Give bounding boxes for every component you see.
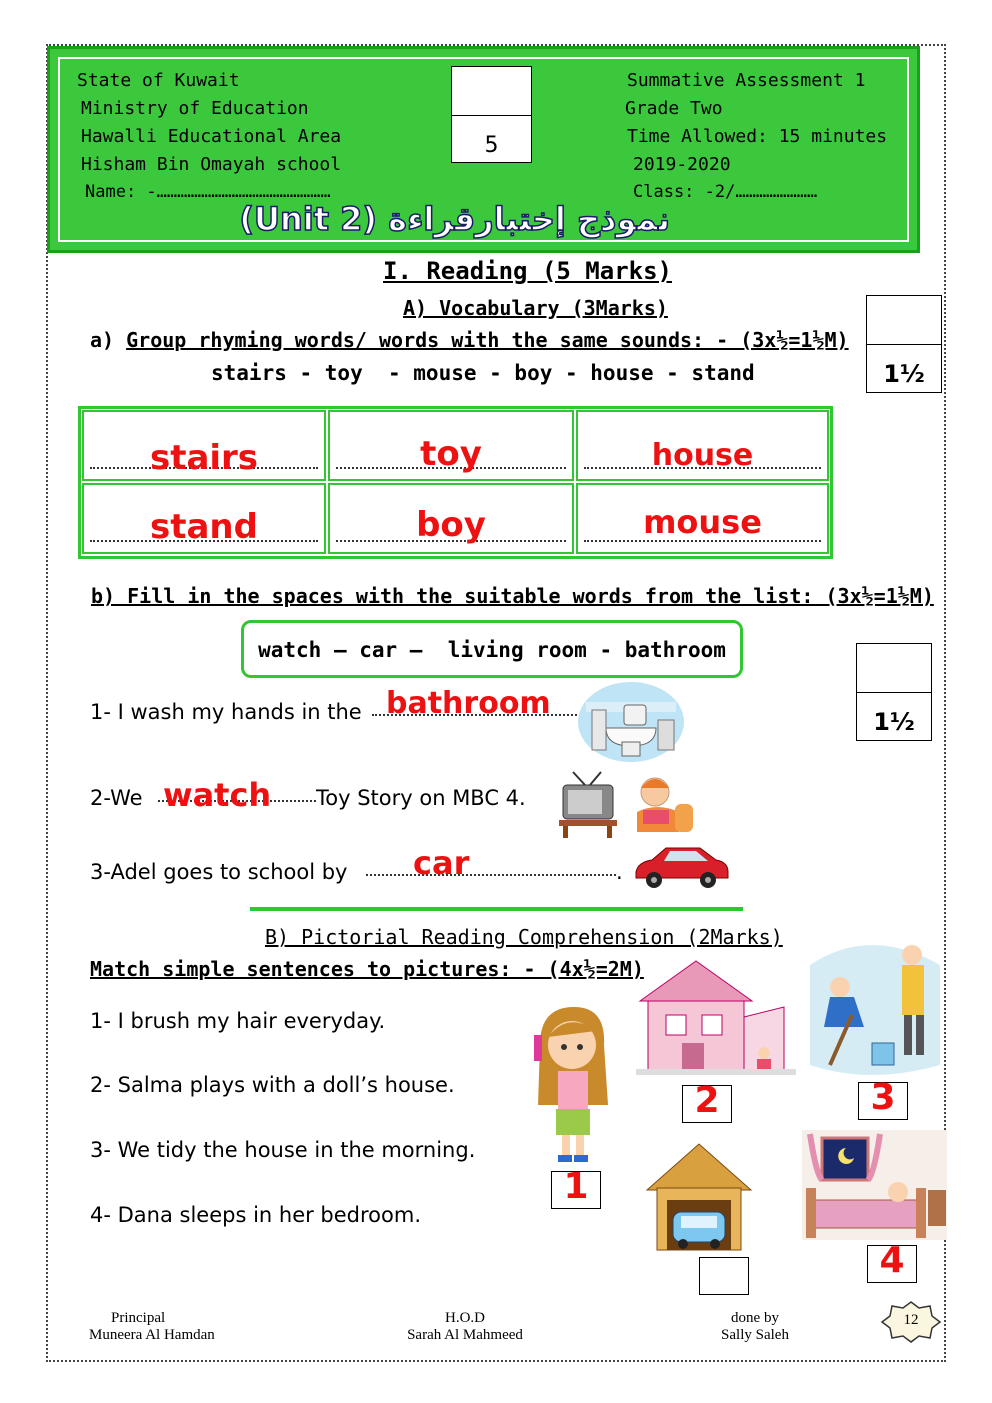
car-picture [632, 842, 730, 890]
header-assessment: Summative Assessment 1 [627, 70, 866, 91]
header-time: Time Allowed: 15 minutes [627, 126, 888, 147]
fill-sentence-3-end: . [616, 860, 623, 884]
fill-sentence-2-end: Toy Story on MBC 4. [316, 786, 526, 810]
header-name-field[interactable]: Name: -…………………………………………… [85, 182, 331, 202]
header-area: Hawalli Educational Area [81, 126, 342, 147]
rhyme-answer: stairs [149, 438, 259, 478]
fill-answer-1: bathroom [386, 686, 551, 721]
garage-picture [643, 1140, 755, 1252]
header-school: Hisham Bin Omayah school [81, 154, 342, 175]
section-divider [250, 907, 743, 911]
rhyme-cell[interactable] [576, 483, 829, 554]
fill-answer-3: car [413, 844, 470, 882]
vocabulary-title: A) Vocabulary (3Marks) [403, 296, 668, 320]
header-class-field[interactable]: Class: -2/…………………… [633, 182, 818, 202]
watching-tv-picture [555, 770, 700, 840]
dolls-house-picture [636, 957, 796, 1075]
rhyme-answer: stand [150, 507, 258, 547]
footer-principal: Principal Muneera Al Hamdan [89, 1310, 215, 1343]
tidying-house-picture [800, 935, 945, 1075]
fill-answer-2: watch [163, 776, 272, 814]
fill-sentence-3: 3-Adel goes to school by [90, 860, 348, 884]
rhyme-cell[interactable] [82, 410, 326, 481]
rhyme-answer: house [651, 438, 754, 473]
match-sentence-2: 2- Salma plays with a doll’s house. [90, 1073, 455, 1097]
arabic-title: نموذج إختبارقراءة (Unit 2) [239, 200, 670, 238]
answer-box-garage[interactable] [699, 1257, 749, 1295]
score-b: 1½ [873, 708, 915, 736]
match-sentence-1: 1- I brush my hair everyday. [90, 1009, 386, 1033]
answer-line[interactable] [366, 874, 616, 876]
page-number: 12 [903, 1312, 919, 1328]
answer-number: 3 [870, 1077, 896, 1118]
answer-box-girl[interactable] [551, 1166, 601, 1209]
footer-hod: H.O.D Sarah Al Mahmeed [407, 1310, 523, 1343]
question-b-instruction: b) Fill in the spaces with the suitable words from the list: (3x½=1½M) [91, 584, 934, 608]
score-box-a [866, 295, 942, 393]
total-score-box [451, 66, 532, 163]
bathroom-picture [576, 680, 686, 765]
bedroom-picture [802, 1130, 947, 1240]
question-a-instruction: a) Group rhyming words/ words with the same sounds: - (3x½=1½M) [90, 328, 849, 352]
answer-box-cleaning[interactable] [858, 1077, 908, 1120]
score-a: 1½ [883, 360, 925, 388]
pictorial-instruction: Match simple sentences to pictures: - (4x½=2M) [90, 957, 644, 981]
word-box: watch – car – living room - bathroom [241, 620, 743, 678]
reading-title: I. Reading (5 Marks) [383, 257, 672, 285]
rhyme-answer: toy [420, 434, 482, 474]
answer-box-dollhouse[interactable] [682, 1080, 732, 1123]
rhyme-answer: boy [416, 505, 486, 545]
footer-done-by: done by Sally Saleh [721, 1310, 789, 1343]
rhyme-cell[interactable] [82, 483, 326, 554]
answer-number: 1 [563, 1166, 589, 1207]
header-state: State of Kuwait [77, 70, 240, 91]
total-score: 5 [484, 133, 499, 158]
rhyme-cell[interactable] [328, 410, 574, 481]
rhyme-cell[interactable] [576, 410, 829, 481]
answer-number: 2 [694, 1080, 720, 1121]
word-list: stairs - toy - mouse - boy - house - stand [211, 361, 755, 385]
answer-box-bedroom[interactable] [867, 1240, 917, 1283]
rhyme-cell[interactable] [328, 483, 574, 554]
match-sentence-4: 4- Dana sleeps in her bedroom. [90, 1203, 422, 1227]
header-grade: Grade Two [625, 98, 723, 119]
girl-brushing-hair-picture [528, 1005, 608, 1165]
score-box-b [856, 643, 932, 741]
fill-sentence-1: 1- I wash my hands in the [90, 700, 362, 724]
rhyme-answer: mouse [643, 503, 762, 541]
pictorial-title: B) Pictorial Reading Comprehension (2Marks) [265, 925, 783, 949]
match-sentence-3: 3- We tidy the house in the morning. [90, 1138, 476, 1162]
header-year: 2019-2020 [633, 154, 731, 175]
answer-number: 4 [879, 1240, 905, 1281]
header-ministry: Ministry of Education [81, 98, 309, 119]
fill-sentence-2: 2-We [90, 786, 143, 810]
